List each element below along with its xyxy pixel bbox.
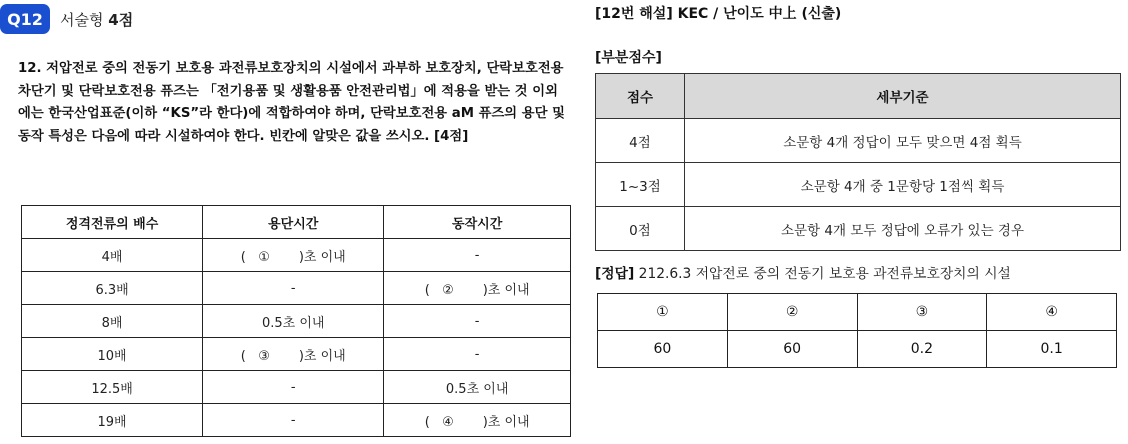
table-row (22, 338, 571, 371)
table-cell: - (203, 272, 384, 305)
answer-label: [정답] (595, 266, 635, 282)
header-criteria: 세부기준 (685, 74, 1121, 119)
question-type (60, 9, 133, 30)
table-cell: - (384, 305, 571, 338)
table-cell: 8배 (22, 305, 203, 338)
answer-header: ③ (857, 294, 987, 331)
header-operating-time: 동작시간 (384, 206, 571, 239)
table-cell: - (384, 239, 571, 272)
table-cell: ( ④ )초 이내 (384, 404, 571, 437)
table-cell: 4점 (596, 119, 685, 163)
table-cell: 12.5배 (22, 371, 203, 404)
table-row (22, 404, 571, 437)
fuse-characteristics-table (21, 205, 571, 437)
table-cell: - (384, 338, 571, 371)
table-cell: ( ② )초 이내 (384, 272, 571, 305)
answer-header: ② (727, 294, 857, 331)
table-cell: 0.5초 이내 (384, 371, 571, 404)
table-cell: 4배 (22, 239, 203, 272)
table-header-row (596, 74, 1121, 119)
header-multiple: 정격전류의 배수 (22, 206, 203, 239)
table-cell: 소문항 4개 중 1문항당 1점씩 획득 (685, 163, 1121, 207)
table-row (22, 371, 571, 404)
answer-value: 0.1 (987, 331, 1117, 368)
table-row (22, 305, 571, 338)
answer-value: 60 (598, 331, 728, 368)
header-score: 점수 (596, 74, 685, 119)
table-header-row (22, 206, 571, 239)
table-cell: 19배 (22, 404, 203, 437)
partial-score-label: [부분점수] (595, 50, 662, 66)
answer-header: ① (598, 294, 728, 331)
table-cell: 0.5초 이내 (203, 305, 384, 338)
table-row (596, 119, 1121, 163)
explanation-title: [12번 해설] KEC / 난이도 中上 (신출) (595, 6, 842, 22)
question-number-badge: Q12 (0, 4, 50, 34)
table-row (598, 331, 1117, 368)
table-cell: ( ① )초 이내 (203, 239, 384, 272)
table-cell: ( ③ )초 이내 (203, 338, 384, 371)
table-cell: - (203, 404, 384, 437)
answer-table (597, 293, 1117, 368)
table-cell: 소문항 4개 모두 정답에 오류가 있는 경우 (685, 207, 1121, 251)
answer-reference: 212.6.3 저압전로 중의 전동기 보호용 과전류보호장치의 시설 (638, 266, 1011, 282)
table-cell: 6.3배 (22, 272, 203, 305)
question-points: 4점 (108, 11, 134, 29)
table-row (596, 207, 1121, 251)
question-type-label: 서술형 (60, 11, 104, 29)
answer-value: 0.2 (857, 331, 987, 368)
question-text: 12. 저압전로 중의 전동기 보호용 과전류보호장치의 시설에서 과부하 보호장치, 단락보호전용 차단기 및 단락보호전용 퓨즈는 「전기용품 및 생활용품 안전관리법」에 적용을 받는 것 이외에는 한국산업표준(이하 “KS”라 한다)에 적합하여야 하며, 단락보호전용 aM 퓨즈의 용단 및 동작 특성은 다음에 따라 시설하여야 한다. 빈칸에 알맞은 값을 쓰시오. [4점] (18, 61, 565, 144)
table-header-row (598, 294, 1117, 331)
table-row (22, 272, 571, 305)
score-criteria-table (595, 73, 1121, 251)
table-cell: 10배 (22, 338, 203, 371)
answer-line (595, 262, 1011, 282)
table-cell: - (203, 371, 384, 404)
answer-header: ④ (987, 294, 1117, 331)
table-cell: 1~3점 (596, 163, 685, 207)
table-cell: 소문항 4개 정답이 모두 맞으면 4점 획득 (685, 119, 1121, 163)
table-row (596, 163, 1121, 207)
table-row (22, 239, 571, 272)
answer-value: 60 (727, 331, 857, 368)
table-cell: 0점 (596, 207, 685, 251)
header-melting-time: 용단시간 (203, 206, 384, 239)
